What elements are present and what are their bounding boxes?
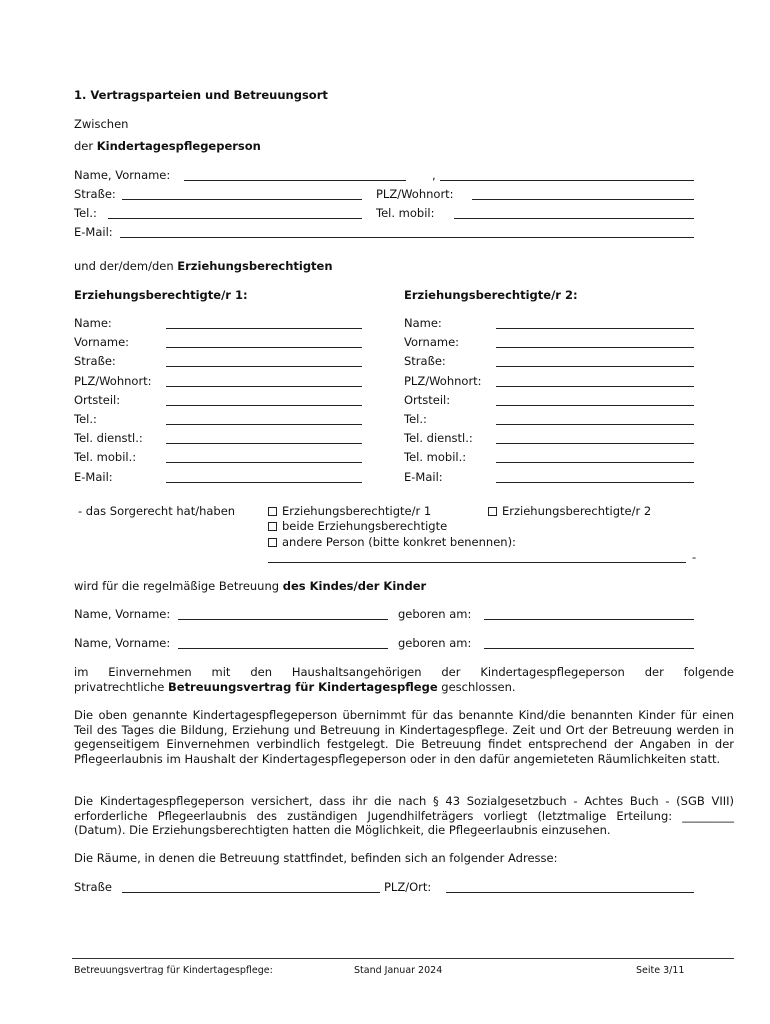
child-1-name-field[interactable] xyxy=(178,619,388,620)
children-heading-bold: des Kindes/der Kinder xyxy=(282,579,427,593)
guardians-heading xyxy=(74,259,333,273)
guardians-heading-bold: Erziehungsberechtigten xyxy=(177,259,333,273)
guardian-1-field-4-input[interactable] xyxy=(166,405,362,406)
footer-document-title: Betreuungsvertrag für Kindertagespflege: xyxy=(74,965,273,976)
children-heading xyxy=(74,579,426,593)
guardian-1-field-0-input[interactable] xyxy=(166,328,362,329)
child-2-born-label: geboren am: xyxy=(398,636,472,650)
guardian-2-field-1-input[interactable] xyxy=(496,347,694,348)
guardian-2-field-0-label: Name: xyxy=(404,316,442,330)
agreement-prefix: privatrechtliche xyxy=(74,680,168,694)
guardian-1-field-2-label: Straße: xyxy=(74,354,116,368)
guardian-1-title: Erziehungsberechtigte/r 1: xyxy=(74,288,248,302)
custody-option-1[interactable] xyxy=(268,504,431,518)
custody-option-4-label: andere Person (bitte konkret benennen): xyxy=(282,535,516,549)
guardian-2-field-2-input[interactable] xyxy=(496,366,694,367)
child-1-born-field[interactable] xyxy=(484,619,694,620)
between-label: Zwischen xyxy=(74,117,129,131)
footer-version: Stand Januar 2024 xyxy=(354,965,443,976)
child-2-born-field[interactable] xyxy=(484,648,694,649)
agreement-paragraph-line-1: im Einvernehmen mit den Haushaltsangehörigen der Kindertagespflegeperson der folgende xyxy=(74,665,734,679)
guardian-2-field-5-label: Tel.: xyxy=(404,412,427,426)
guardian-1-field-2-input[interactable] xyxy=(166,366,362,367)
guardian-1-field-6-label: Tel. dienstl.: xyxy=(74,431,143,445)
checkbox-icon[interactable] xyxy=(268,522,277,531)
guardian-1-field-0-label: Name: xyxy=(74,316,112,330)
guardian-2-field-3-input[interactable] xyxy=(496,386,694,387)
kpp-heading-bold: Kindertagespflegeperson xyxy=(96,139,261,153)
child-2-name-label: Name, Vorname: xyxy=(74,636,171,650)
guardian-1-field-7-label: Tel. mobil.: xyxy=(74,450,137,464)
kpp-plz-field[interactable] xyxy=(472,199,694,200)
guardian-2-field-1-label: Vorname: xyxy=(404,335,460,349)
guardian-1-field-3-input[interactable] xyxy=(166,386,362,387)
permit-paragraph: Die Kindertagespflegeperson versichert, dass ihr die nach § 43 Sozialgesetzbuch - Achtes Buch - (SGB VIII) erforderliche Pflegeerlaubnis des zuständigen Jugendhilfeträgers vorliegt (letztmalige Erteilung: _________ (Datum). Die Erziehungsberechtigten hatten die Möglichkeit, die Pflegeerlaubnis einzusehen. xyxy=(74,794,734,837)
guardian-2-field-0-input[interactable] xyxy=(496,328,694,329)
guardian-2-field-6-input[interactable] xyxy=(496,443,694,444)
kpp-strasse-field[interactable] xyxy=(122,199,362,200)
guardian-2-title: Erziehungsberechtigte/r 2: xyxy=(404,288,578,302)
kpp-email-label: E-Mail: xyxy=(74,225,113,239)
agreement-suffix: geschlossen. xyxy=(437,680,516,694)
guardian-1-field-7-input[interactable] xyxy=(166,462,362,463)
footer-page-number: Seite 3/11 xyxy=(636,965,685,976)
checkbox-icon[interactable] xyxy=(268,507,277,516)
guardian-2-field-2-label: Straße: xyxy=(404,354,446,368)
guardian-1-field-8-input[interactable] xyxy=(166,482,362,483)
kpp-plz-label: PLZ/Wohnort: xyxy=(376,187,454,201)
guardian-1-field-5-label: Tel.: xyxy=(74,412,97,426)
child-2-name-field[interactable] xyxy=(178,648,388,649)
guardian-2-field-4-label: Ortsteil: xyxy=(404,393,451,407)
address-strasse-label: Straße xyxy=(74,880,112,894)
kpp-strasse-label: Straße: xyxy=(74,187,116,201)
custody-dash: - xyxy=(692,550,697,564)
custody-option-2-label: Erziehungsberechtigte/r 2 xyxy=(502,504,652,518)
guardian-1-field-1-input[interactable] xyxy=(166,347,362,348)
guardian-1-field-1-label: Vorname: xyxy=(74,335,130,349)
guardian-2-field-3-label: PLZ/Wohnort: xyxy=(404,374,482,388)
kpp-telmobil-label: Tel. mobil: xyxy=(376,206,435,220)
guardian-1-field-6-input[interactable] xyxy=(166,443,362,444)
guardian-1-field-8-label: E-Mail: xyxy=(74,470,113,484)
child-1-name-label: Name, Vorname: xyxy=(74,607,171,621)
agreement-paragraph-line-2 xyxy=(74,680,516,694)
guardian-2-field-8-input[interactable] xyxy=(496,482,694,483)
guardian-2-field-4-input[interactable] xyxy=(496,405,694,406)
kpp-heading xyxy=(74,139,261,153)
custody-option-3-label: beide Erziehungsberechtigte xyxy=(282,519,448,533)
guardian-1-field-5-input[interactable] xyxy=(166,424,362,425)
kpp-tel-label: Tel.: xyxy=(74,206,97,220)
custody-option-2[interactable] xyxy=(488,504,651,518)
kpp-tel-field[interactable] xyxy=(108,218,362,219)
kpp-heading-prefix: der xyxy=(74,139,97,153)
kpp-email-field[interactable] xyxy=(120,237,694,238)
guardians-heading-prefix: und der/dem/den xyxy=(74,259,178,273)
kpp-name-comma: , xyxy=(432,168,436,182)
checkbox-icon[interactable] xyxy=(488,507,497,516)
custody-option-1-label: Erziehungsberechtigte/r 1 xyxy=(282,504,432,518)
guardian-2-field-7-input[interactable] xyxy=(496,462,694,463)
rooms-paragraph: Die Räume, in denen die Betreuung stattfindet, befinden sich an folgender Adresse: xyxy=(74,851,558,865)
custody-other-field[interactable] xyxy=(268,562,686,563)
guardian-2-field-8-label: E-Mail: xyxy=(404,470,443,484)
guardian-2-field-5-input[interactable] xyxy=(496,424,694,425)
guardian-1-field-3-label: PLZ/Wohnort: xyxy=(74,374,152,388)
kpp-vorname-field[interactable] xyxy=(440,180,694,181)
child-1-born-label: geboren am: xyxy=(398,607,472,621)
guardian-2-field-7-label: Tel. mobil.: xyxy=(404,450,467,464)
kpp-telmobil-field[interactable] xyxy=(454,218,694,219)
kpp-name-field[interactable] xyxy=(184,180,406,181)
address-plz-label: PLZ/Ort: xyxy=(384,880,432,894)
children-heading-prefix: wird für die regelmäßige Betreuung xyxy=(74,579,283,593)
address-plz-field[interactable] xyxy=(446,892,694,893)
care-paragraph: Die oben genannte Kindertagespflegeperson übernimmt für das benannte Kind/die benannten Kinder für einen Teil des Tages die Bildung, Erziehung und Betreuung in Kindertagespflege. Zeit und Ort der Betreuung werden in gegenseitigem Einvernehmen verbindlich festgelegt. Die Betreuung findet entsprechend der Angaben in der Pflegeerlaubnis im Haushalt der Kindertagespflegeperson oder in den dafür angemieteten Räumlichkeiten statt. xyxy=(74,708,734,766)
custody-option-4[interactable] xyxy=(268,535,516,549)
kpp-name-label: Name, Vorname: xyxy=(74,168,171,182)
custody-option-3[interactable] xyxy=(268,519,447,533)
section-title: 1. Vertragsparteien und Betreuungsort xyxy=(74,88,328,102)
guardian-1-field-4-label: Ortsteil: xyxy=(74,393,121,407)
guardian-2-field-6-label: Tel. dienstl.: xyxy=(404,431,473,445)
checkbox-icon[interactable] xyxy=(268,538,277,547)
address-strasse-field[interactable] xyxy=(122,892,380,893)
agreement-title: Betreuungsvertrag für Kindertagespflege xyxy=(168,680,438,694)
footer-divider xyxy=(72,958,734,959)
custody-label: - das Sorgerecht hat/haben xyxy=(78,504,236,518)
